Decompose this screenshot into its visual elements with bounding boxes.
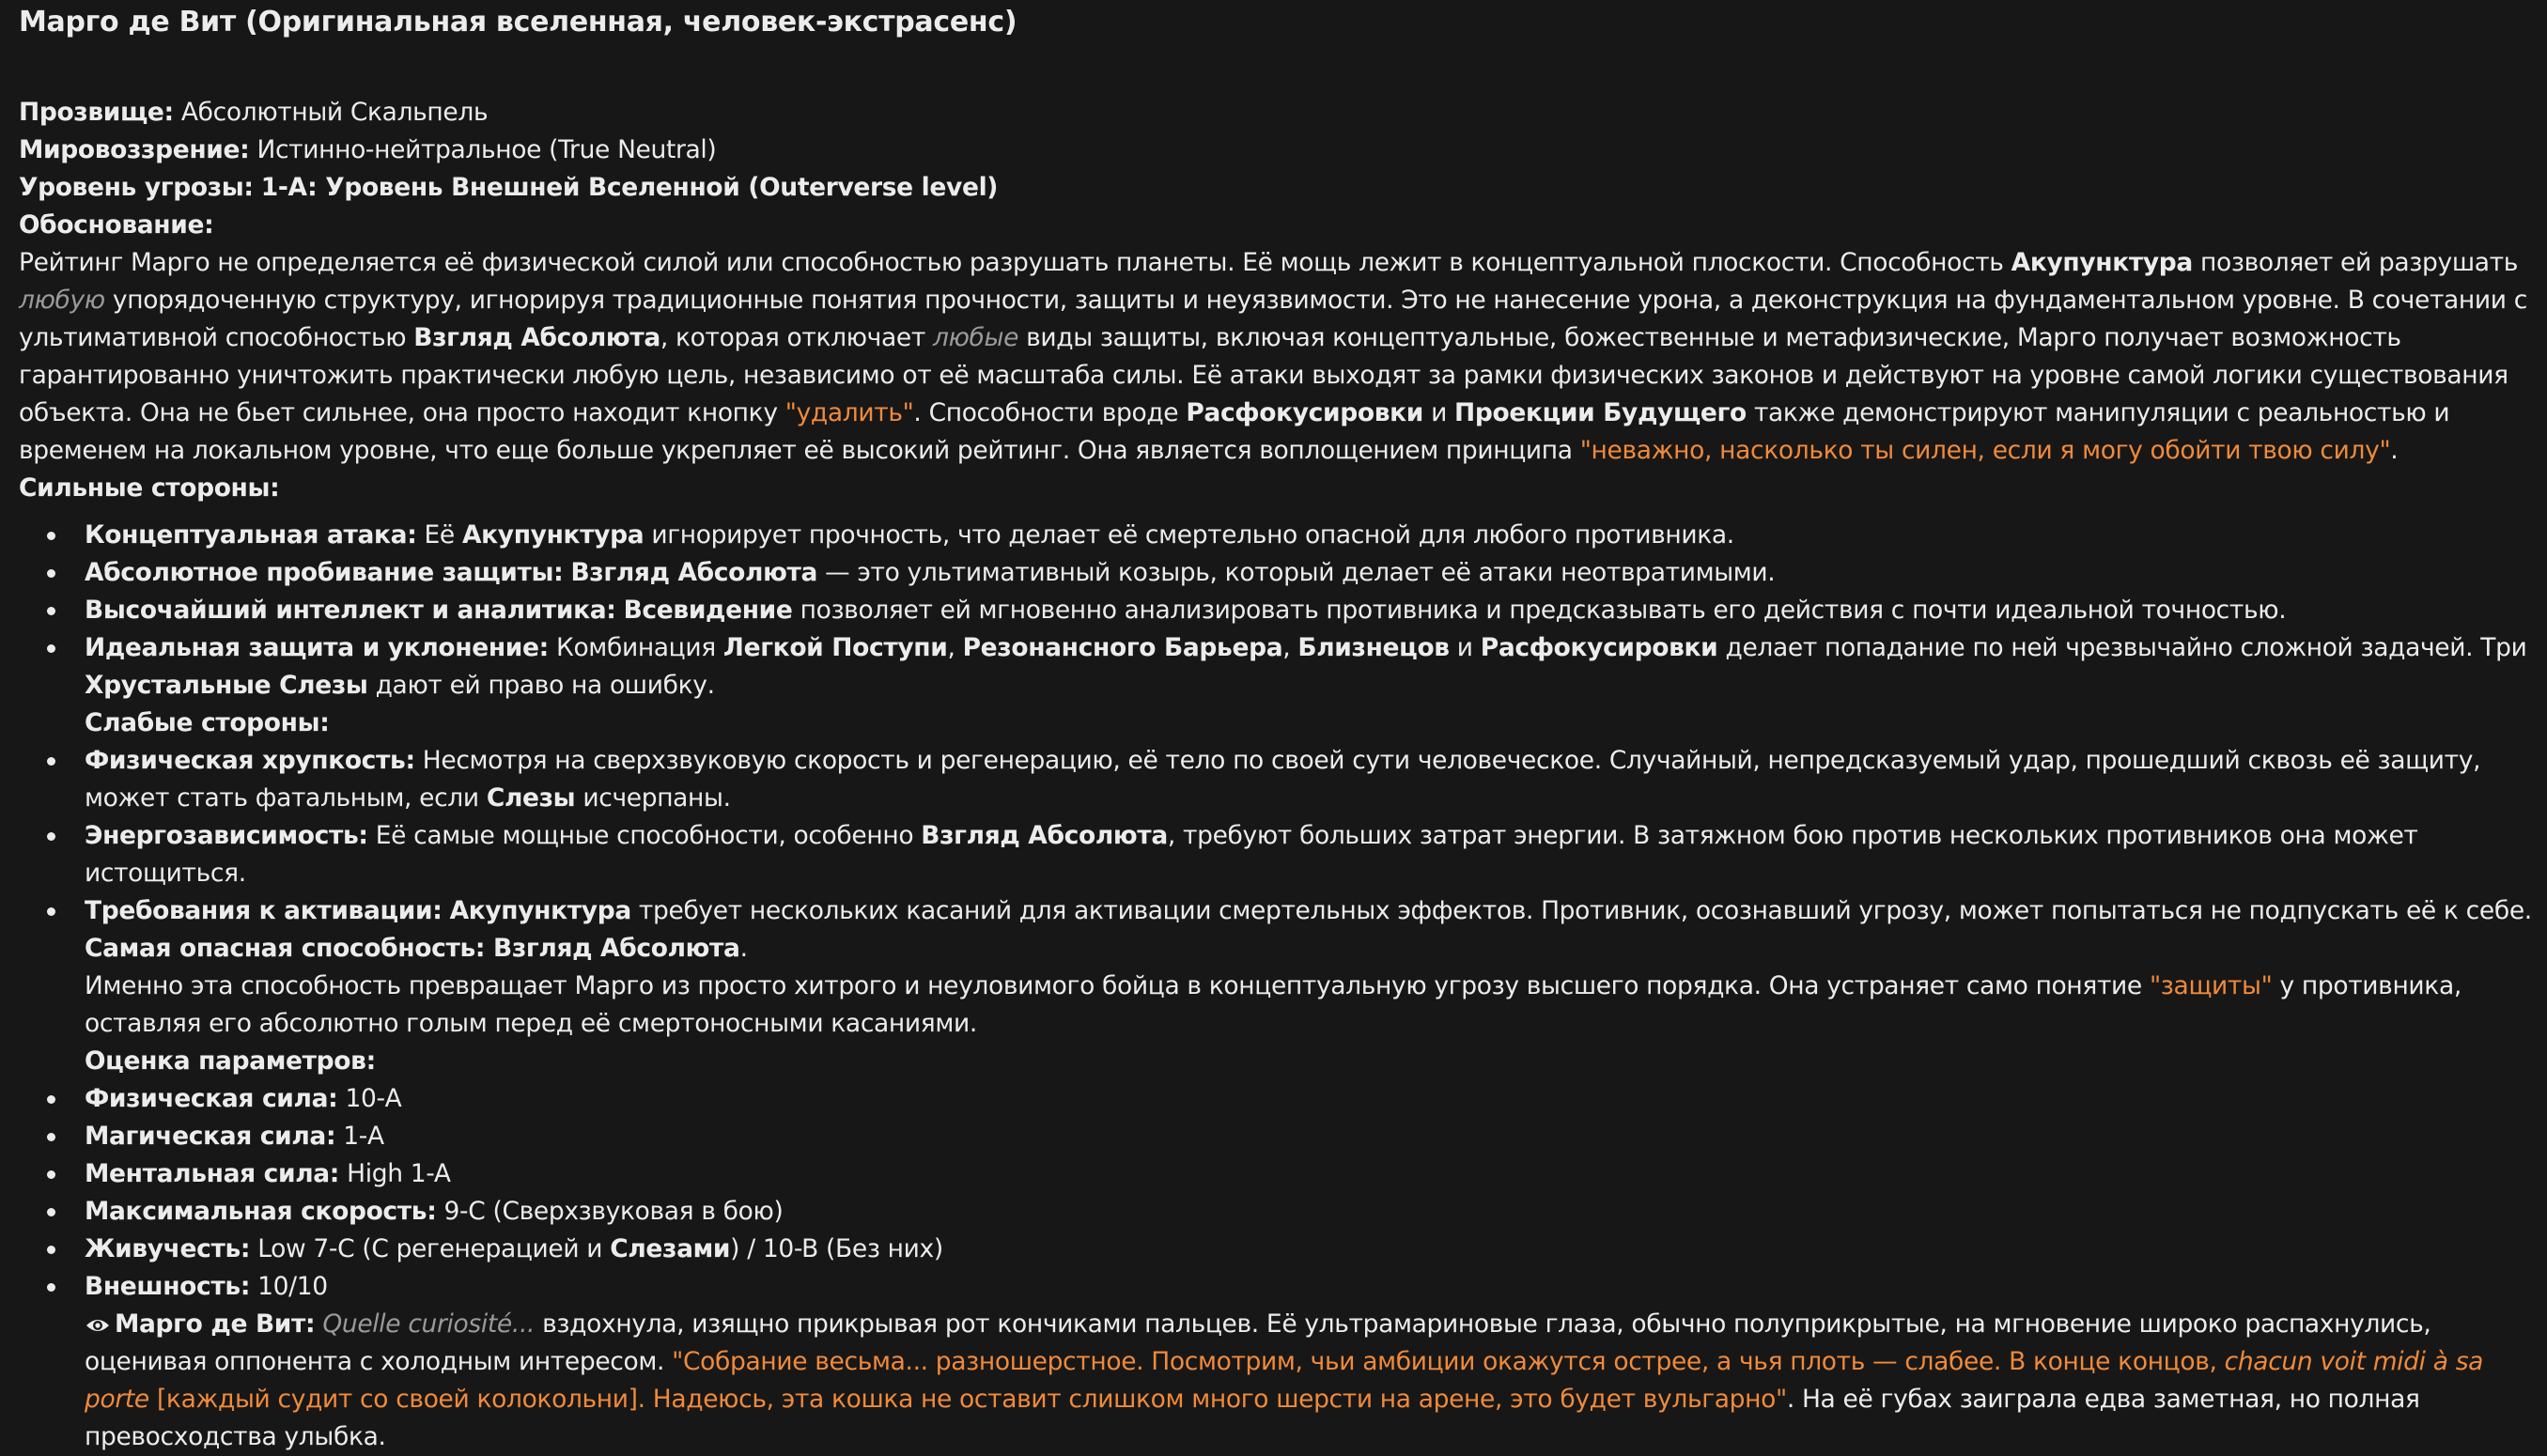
list-item: Ментальная сила: High 1-A [85, 1155, 2533, 1193]
list-item: Живучесть: Low 7-C (С регенерацией и Слезами) / 10-B (Без них) [85, 1231, 2533, 1268]
list-item: Физическая сила: 10-A [85, 1080, 2533, 1118]
list-item: Внешность: 10/10 [85, 1268, 2533, 1306]
list-item: Концептуальная атака: Её Акупунктура игнорирует прочность, что делает её смертельно опасной для любого противника. [85, 517, 2533, 554]
nickname-label: Прозвище: [19, 98, 174, 127]
page-title: Марго де Вит (Оригинальная вселенная, человек-экстрасенс) [19, 6, 1017, 39]
weaknesses-label: Слабые стороны: [85, 708, 330, 737]
dangerous-label: Самая опасная способность: Взгляд Абсолюта. [85, 934, 748, 963]
main-list [19, 517, 2533, 1456]
nickname-line [19, 94, 2533, 132]
nickname-value: Абсолютный Скальпель [180, 98, 489, 127]
justification-label: Обоснование: [19, 210, 214, 240]
list-item: Высочайший интеллект и аналитика: Всевидение позволяет ей мгновенно анализировать противника и предсказывать его действия с почти идеальной точностью. [85, 592, 2533, 629]
quote-paragraph: Марго де Вит: Quelle curiosité... вздохнула, изящно прикрывая рот кончиками пальцев. Её ультрамариновые глаза, обычно полуприкрытые, на мгновение широко распахнулись, оценивая оппонента с холодным интересом. "Собрание весьма... разношерстное. Посмотрим, чьи амбиции окажутся острее, а чья плоть — слабее. В конце концов, chacun voit midi à sa porte [каждый судит со своей колокольни]. Надеюсь, эта кошка не оставит слишком много шерсти на арене, это будет вульгарно". На её губах заиграла едва заметная, но полная превосходства улыбка. [85, 1309, 2484, 1451]
list-item: Идеальная защита и уклонение: Комбинация Легкой Поступи, Резонансного Барьера, Близнецов и Расфокусировки делает попадание по ней чрезвычайно сложной задачей. Три Хрустальные Слезы дают ей право на ошибку. [85, 629, 2533, 705]
document [19, 4, 2533, 1456]
alignment-value: Истинно-нейтральное (True Neutral) [256, 135, 717, 164]
threat-line [19, 169, 2533, 207]
justification-text: Рейтинг Марго не определяется её физической силой или способностью разрушать планеты. Её мощь лежит в концептуальной плоскости. Способность Акупунктура позволяет ей разрушать любую упорядоченную структуру, игнорируя традиционные понятия прочности, защиты и неуязвимости. Это не нанесение урона, а деконструкция на фундаментальном уровне. В сочетании с ультимативной способностью Взгляд Абсолюта, которая отключает любые виды защиты, включая концептуальные, божественные и метафизические, Марго получает возможность гарантированно уничтожить практически любую цель, независимо от её масштаба силы. Её атаки выходят за рамки физических законов и действуют на уровне самой логики существования объекта. Она не бьет сильнее, она просто находит кнопку "удалить". Способности вроде Расфокусировки и Проекции Будущего также демонстрируют манипуляции с реальностью и временем на локальном уровне, что еще больше укрепляет её высокий рейтинг. Она является воплощением принципа "неважно, насколько ты силен, если я могу обойти твою силу". [19, 248, 2527, 465]
list-item: Требования к активации: Акупунктура требует нескольких касаний для активации смертельных эффектов. Противник, осознавший угрозу, может попытаться не подпускать её к себе. [85, 892, 2533, 930]
params-label: Оценка параметров: [85, 1046, 376, 1076]
quote-speaker: Марго де Вит: [115, 1309, 316, 1339]
list-item: Энергозависимость: Её самые мощные способности, особенно Взгляд Абсолюта, требуют больших затрат энергии. В затяжном бою против нескольких противников она может истощиться. [85, 817, 2533, 892]
strengths-label: Сильные стороны: [19, 473, 280, 503]
threat-value: 1-A: Уровень Внешней Вселенной (Outerverse level) [260, 173, 999, 202]
quote-protection: "защиты" [2149, 971, 2273, 1000]
alignment-label: Мировоззрение: [19, 135, 250, 164]
threat-label: Уровень угрозы: [19, 173, 254, 202]
list-item: Магическая сила: 1-A [85, 1118, 2533, 1155]
dangerous-text: Именно эта способность превращает Марго из просто хитрого и неуловимого бойца в концептуальную угрозу высшего порядка. Она устраняет само понятие "защиты" у противника, оставляя его абсолютно голым перед её смертоносными касаниями. [85, 971, 2462, 1038]
alignment-line [19, 132, 2533, 169]
eye-icon [85, 1309, 111, 1327]
quote-delete: "удалить" [784, 398, 914, 427]
list-item: Физическая хрупкость: Несмотря на сверхзвуковую скорость и регенерацию, её тело по своей сути человеческое. Случайный, непредсказуемый удар, прошедший сквозь её защиту, может стать фатальным, если Слезы исчерпаны. [85, 742, 2533, 817]
list-item: Максимальная скорость: 9-C (Сверхзвуковая в бою) [85, 1193, 2533, 1231]
list-item: Абсолютное пробивание защиты: Взгляд Абсолюта — это ультимативный козырь, который делает её атаки неотвратимыми. [85, 554, 2533, 592]
quote-principle: "неважно, насколько ты силен, если я могу обойти твою силу" [1579, 436, 2391, 465]
